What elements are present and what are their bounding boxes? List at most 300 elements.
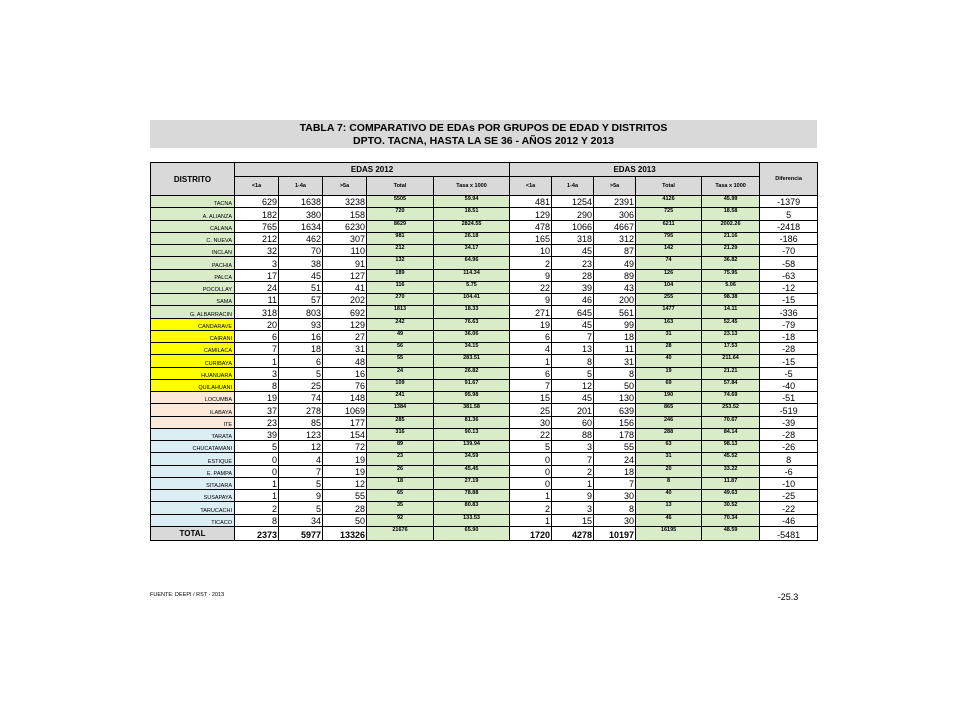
value-2013-lt1: 0 <box>510 465 552 477</box>
value-2013-lt1: 7 <box>510 379 552 391</box>
value-2012-1-4: 34 <box>279 514 323 526</box>
value-2012-lt1: 19 <box>235 392 279 404</box>
value-2013-total: 46 <box>636 514 702 526</box>
value-2012-gt5: 55 <box>323 490 367 502</box>
header-tasa-2012: Tasa x 1000 <box>434 177 510 196</box>
table-row <box>151 245 818 257</box>
value-2013-total: 31 <box>636 330 702 342</box>
value-2012-tasa: 283.51 <box>434 355 510 367</box>
total-2012-total: 21676 <box>367 526 434 540</box>
value-2012-total: 1813 <box>367 306 434 318</box>
district-name: E. PAMPA <box>151 465 235 477</box>
value-2012-gt5: 41 <box>323 281 367 293</box>
value-2012-total: 35 <box>367 502 434 514</box>
total-2013-total: 16195 <box>636 526 702 540</box>
value-2012-lt1: 37 <box>235 404 279 416</box>
total-2012-1-4: 5977 <box>279 526 323 540</box>
value-2013-gt5: 30 <box>594 490 636 502</box>
value-2012-gt5: 72 <box>323 441 367 453</box>
value-2013-gt5: 24 <box>594 453 636 465</box>
value-2012-total: 65 <box>367 490 434 502</box>
value-2013-total: 40 <box>636 490 702 502</box>
value-2013-1-4: 318 <box>552 232 594 244</box>
value-diferencia: -10 <box>760 477 818 489</box>
value-2013-total: 28 <box>636 343 702 355</box>
value-diferencia: -28 <box>760 428 818 440</box>
header-gt5-2012: >5a <box>323 177 367 196</box>
value-2012-lt1: 1 <box>235 490 279 502</box>
value-2012-gt5: 158 <box>323 208 367 220</box>
value-2012-lt1: 3 <box>235 367 279 379</box>
header-lt1-2012: <1a <box>235 177 279 196</box>
header-gt5-2013: >5a <box>594 177 636 196</box>
district-name: ESTIQUE <box>151 453 235 465</box>
value-2012-lt1: 0 <box>235 453 279 465</box>
value-2013-total: 190 <box>636 392 702 404</box>
value-2012-1-4: 380 <box>279 208 323 220</box>
header-row-groups <box>151 163 818 177</box>
value-2013-total: 13 <box>636 502 702 514</box>
value-2013-1-4: 28 <box>552 269 594 281</box>
value-2013-gt5: 306 <box>594 208 636 220</box>
header-total-2012: Total <box>367 177 434 196</box>
value-2012-lt1: 1 <box>235 355 279 367</box>
district-name: SAMA <box>151 294 235 306</box>
value-2013-tasa: 98.13 <box>702 441 760 453</box>
value-diferencia: -18 <box>760 330 818 342</box>
value-2012-total: 56 <box>367 343 434 355</box>
value-2012-gt5: 110 <box>323 245 367 257</box>
value-2013-lt1: 30 <box>510 416 552 428</box>
value-2012-tasa: 80.83 <box>434 502 510 514</box>
district-name: SUSAPAYA <box>151 490 235 502</box>
value-diferencia: -40 <box>760 379 818 391</box>
value-2013-gt5: 11 <box>594 343 636 355</box>
footer-value: -25.3 <box>777 592 799 602</box>
table-row <box>151 416 818 428</box>
value-2013-gt5: 8 <box>594 502 636 514</box>
value-2012-lt1: 8 <box>235 514 279 526</box>
value-2012-tasa: 34.17 <box>434 245 510 257</box>
table-row <box>151 208 818 220</box>
value-diferencia: 5 <box>760 208 818 220</box>
value-2013-1-4: 45 <box>552 392 594 404</box>
value-2013-gt5: 55 <box>594 441 636 453</box>
value-2013-gt5: 312 <box>594 232 636 244</box>
value-2012-1-4: 6 <box>279 355 323 367</box>
value-diferencia: -58 <box>760 257 818 269</box>
value-2012-total: 1384 <box>367 404 434 416</box>
value-2012-1-4: 45 <box>279 269 323 281</box>
value-diferencia: -5 <box>760 367 818 379</box>
total-diferencia: -5481 <box>760 526 818 540</box>
value-2012-total: 55 <box>367 355 434 367</box>
value-2013-1-4: 8 <box>552 355 594 367</box>
value-2012-lt1: 20 <box>235 318 279 330</box>
value-diferencia: -51 <box>760 392 818 404</box>
value-2012-total: 26 <box>367 465 434 477</box>
table-row <box>151 514 818 526</box>
value-diferencia: -28 <box>760 343 818 355</box>
value-2012-gt5: 12 <box>323 477 367 489</box>
value-2012-gt5: 19 <box>323 465 367 477</box>
value-2012-gt5: 91 <box>323 257 367 269</box>
value-2012-tasa: 78.88 <box>434 490 510 502</box>
table-row <box>151 404 818 416</box>
value-2013-gt5: 30 <box>594 514 636 526</box>
district-name: QUILAHUANI <box>151 379 235 391</box>
value-2012-total: 242 <box>367 318 434 330</box>
value-2013-lt1: 22 <box>510 281 552 293</box>
value-2012-total: 24 <box>367 367 434 379</box>
value-2012-lt1: 182 <box>235 208 279 220</box>
value-2013-tasa: 23.13 <box>702 330 760 342</box>
value-2012-lt1: 765 <box>235 220 279 232</box>
value-2013-total: 8 <box>636 477 702 489</box>
title-line-2: DPTO. TACNA, HASTA LA SE 36 - AÑOS 2012 Y 2013 <box>352 135 615 147</box>
value-2012-gt5: 148 <box>323 392 367 404</box>
value-2013-1-4: 60 <box>552 416 594 428</box>
value-2013-lt1: 478 <box>510 220 552 232</box>
value-2013-tasa: 14.11 <box>702 306 760 318</box>
value-diferencia: 8 <box>760 453 818 465</box>
value-diferencia: -63 <box>760 269 818 281</box>
header-tasa-2013: Tasa x 1000 <box>702 177 760 196</box>
value-2013-total: 865 <box>636 404 702 416</box>
value-2013-total: 725 <box>636 208 702 220</box>
table-row <box>151 269 818 281</box>
value-2013-total: 795 <box>636 232 702 244</box>
value-2013-tasa: 74.69 <box>702 392 760 404</box>
value-2012-lt1: 212 <box>235 232 279 244</box>
value-2012-total: 89 <box>367 441 434 453</box>
value-2012-total: 132 <box>367 257 434 269</box>
value-2012-lt1: 5 <box>235 441 279 453</box>
district-name: TICACO <box>151 514 235 526</box>
value-2013-tasa: 21.21 <box>702 367 760 379</box>
district-name: A. ALIANZA <box>151 208 235 220</box>
district-name: POCOLLAY <box>151 281 235 293</box>
total-label: TOTAL <box>151 526 235 540</box>
table-row <box>151 428 818 440</box>
value-2013-gt5: 156 <box>594 416 636 428</box>
value-2012-total: 49 <box>367 330 434 342</box>
table-row <box>151 294 818 306</box>
value-diferencia: -2418 <box>760 220 818 232</box>
value-2012-1-4: 57 <box>279 294 323 306</box>
value-2013-total: 255 <box>636 294 702 306</box>
value-2012-total: 212 <box>367 245 434 257</box>
district-name: TARATA <box>151 428 235 440</box>
value-2012-gt5: 27 <box>323 330 367 342</box>
district-name: INCLAN <box>151 245 235 257</box>
value-2012-lt1: 0 <box>235 465 279 477</box>
value-2012-gt5: 16 <box>323 367 367 379</box>
value-diferencia: -25 <box>760 490 818 502</box>
value-2013-gt5: 7 <box>594 477 636 489</box>
value-2013-1-4: 201 <box>552 404 594 416</box>
value-2013-1-4: 3 <box>552 502 594 514</box>
district-name: SITAJARA <box>151 477 235 489</box>
value-diferencia: -12 <box>760 281 818 293</box>
value-2012-tasa: 104.41 <box>434 294 510 306</box>
value-2013-1-4: 1254 <box>552 196 594 208</box>
table-row <box>151 196 818 208</box>
header-distrito: DISTRITO <box>151 163 235 196</box>
value-diferencia: -22 <box>760 502 818 514</box>
value-2012-1-4: 1638 <box>279 196 323 208</box>
value-2013-lt1: 1 <box>510 514 552 526</box>
district-name: CAIRANI <box>151 330 235 342</box>
table-row <box>151 343 818 355</box>
value-2013-gt5: 43 <box>594 281 636 293</box>
district-name: LOCUMBA <box>151 392 235 404</box>
value-2012-tasa: 18.51 <box>434 208 510 220</box>
value-2013-total: 104 <box>636 281 702 293</box>
value-2013-total: 126 <box>636 269 702 281</box>
value-2013-gt5: 50 <box>594 379 636 391</box>
value-2013-gt5: 561 <box>594 306 636 318</box>
value-2012-tasa: 76.63 <box>434 318 510 330</box>
value-2012-1-4: 5 <box>279 367 323 379</box>
district-name: TACNA <box>151 196 235 208</box>
value-2013-lt1: 19 <box>510 318 552 330</box>
table-row <box>151 453 818 465</box>
value-2013-1-4: 290 <box>552 208 594 220</box>
district-name: G. ALBARRACIN <box>151 306 235 318</box>
value-2013-tasa: 57.84 <box>702 379 760 391</box>
value-2013-gt5: 49 <box>594 257 636 269</box>
value-2012-tasa: 133.53 <box>434 514 510 526</box>
district-name: ILABAYA <box>151 404 235 416</box>
value-2013-tasa: 98.38 <box>702 294 760 306</box>
header-row-subcolumns <box>151 177 818 196</box>
district-name: C. NUEVA <box>151 232 235 244</box>
value-2012-lt1: 1 <box>235 477 279 489</box>
value-2012-tasa: 36.06 <box>434 330 510 342</box>
value-diferencia: -336 <box>760 306 818 318</box>
header-diferencia: Diferencia <box>760 163 818 196</box>
total-2013-tasa: 48.59 <box>702 526 760 540</box>
value-2013-gt5: 639 <box>594 404 636 416</box>
value-2012-total: 270 <box>367 294 434 306</box>
value-2013-tasa: 17.53 <box>702 343 760 355</box>
value-2012-gt5: 307 <box>323 232 367 244</box>
value-2012-1-4: 70 <box>279 245 323 257</box>
value-2013-1-4: 39 <box>552 281 594 293</box>
value-2012-gt5: 177 <box>323 416 367 428</box>
table-row <box>151 441 818 453</box>
value-2013-tasa: 70.34 <box>702 514 760 526</box>
value-2012-gt5: 31 <box>323 343 367 355</box>
title-line-1: TABLA 7: COMPARATIVO DE EDAs POR GRUPOS DE EDAD Y DISTRITOS <box>299 122 668 134</box>
value-2012-1-4: 93 <box>279 318 323 330</box>
value-2013-gt5: 2391 <box>594 196 636 208</box>
value-2013-tasa: 49.63 <box>702 490 760 502</box>
value-2013-1-4: 12 <box>552 379 594 391</box>
value-2013-tasa: 21.29 <box>702 245 760 257</box>
value-2012-1-4: 74 <box>279 392 323 404</box>
value-2013-tasa: 253.52 <box>702 404 760 416</box>
value-2013-total: 40 <box>636 355 702 367</box>
value-2012-lt1: 39 <box>235 428 279 440</box>
value-2013-1-4: 645 <box>552 306 594 318</box>
value-2012-lt1: 24 <box>235 281 279 293</box>
value-diferencia: -26 <box>760 441 818 453</box>
value-2013-1-4: 7 <box>552 330 594 342</box>
value-2013-lt1: 9 <box>510 269 552 281</box>
table-row <box>151 232 818 244</box>
value-2012-total: 720 <box>367 208 434 220</box>
value-2012-total: 5505 <box>367 196 434 208</box>
value-2013-tasa: 211.64 <box>702 355 760 367</box>
value-2013-lt1: 1 <box>510 355 552 367</box>
value-2013-total: 63 <box>636 441 702 453</box>
value-2013-1-4: 13 <box>552 343 594 355</box>
value-2013-1-4: 15 <box>552 514 594 526</box>
value-2012-lt1: 8 <box>235 379 279 391</box>
value-2013-tasa: 75.95 <box>702 269 760 281</box>
value-2013-gt5: 130 <box>594 392 636 404</box>
value-2013-tasa: 84.14 <box>702 428 760 440</box>
value-2013-lt1: 2 <box>510 502 552 514</box>
value-2012-1-4: 12 <box>279 441 323 453</box>
value-2013-total: 246 <box>636 416 702 428</box>
value-2012-1-4: 7 <box>279 465 323 477</box>
value-2013-total: 6211 <box>636 220 702 232</box>
value-2012-total: 8629 <box>367 220 434 232</box>
total-2012-tasa: 65.90 <box>434 526 510 540</box>
value-2013-1-4: 88 <box>552 428 594 440</box>
header-edas-2013: EDAS 2013 <box>510 163 760 177</box>
value-2013-lt1: 25 <box>510 404 552 416</box>
value-2013-lt1: 5 <box>510 441 552 453</box>
district-name: PALCA <box>151 269 235 281</box>
value-2012-lt1: 11 <box>235 294 279 306</box>
table-row <box>151 490 818 502</box>
value-2013-lt1: 165 <box>510 232 552 244</box>
table-body <box>151 196 818 527</box>
header-total-2013: Total <box>636 177 702 196</box>
value-2013-1-4: 1066 <box>552 220 594 232</box>
value-2013-total: 142 <box>636 245 702 257</box>
value-2013-lt1: 6 <box>510 367 552 379</box>
value-2012-tasa: 59.94 <box>434 196 510 208</box>
value-2013-tasa: 33.22 <box>702 465 760 477</box>
value-2012-1-4: 51 <box>279 281 323 293</box>
value-2012-tasa: 26.82 <box>434 367 510 379</box>
value-2013-gt5: 31 <box>594 355 636 367</box>
value-2012-1-4: 803 <box>279 306 323 318</box>
value-2013-gt5: 4667 <box>594 220 636 232</box>
value-2013-total: 74 <box>636 257 702 269</box>
value-2012-lt1: 6 <box>235 330 279 342</box>
value-2013-total: 69 <box>636 379 702 391</box>
value-2012-total: 23 <box>367 453 434 465</box>
value-2012-tasa: 34.59 <box>434 453 510 465</box>
value-2013-tasa: 2002.26 <box>702 220 760 232</box>
table-row <box>151 477 818 489</box>
value-2012-gt5: 19 <box>323 453 367 465</box>
table-row <box>151 257 818 269</box>
value-2013-total: 20 <box>636 465 702 477</box>
value-2013-1-4: 2 <box>552 465 594 477</box>
value-2012-tasa: 81.36 <box>434 416 510 428</box>
district-name: CURIBAYA <box>151 355 235 367</box>
value-2013-total: 4126 <box>636 196 702 208</box>
value-2012-gt5: 154 <box>323 428 367 440</box>
value-2012-tasa: 139.94 <box>434 441 510 453</box>
value-2013-gt5: 18 <box>594 330 636 342</box>
value-2013-1-4: 23 <box>552 257 594 269</box>
value-2012-1-4: 38 <box>279 257 323 269</box>
value-2012-tasa: 95.98 <box>434 392 510 404</box>
value-2013-tasa: 36.82 <box>702 257 760 269</box>
value-2013-lt1: 271 <box>510 306 552 318</box>
value-2013-1-4: 46 <box>552 294 594 306</box>
header-edas-2012: EDAS 2012 <box>235 163 510 177</box>
value-2013-tasa: 21.16 <box>702 232 760 244</box>
value-2012-1-4: 25 <box>279 379 323 391</box>
value-2012-1-4: 18 <box>279 343 323 355</box>
value-2012-gt5: 692 <box>323 306 367 318</box>
value-2012-1-4: 462 <box>279 232 323 244</box>
value-2012-tasa: 2824.55 <box>434 220 510 232</box>
table-row <box>151 392 818 404</box>
value-diferencia: -15 <box>760 294 818 306</box>
value-diferencia: -79 <box>760 318 818 330</box>
value-2012-tasa: 5.75 <box>434 281 510 293</box>
table-row <box>151 306 818 318</box>
value-2012-1-4: 1634 <box>279 220 323 232</box>
value-2013-lt1: 10 <box>510 245 552 257</box>
table-row <box>151 318 818 330</box>
value-2013-lt1: 1 <box>510 490 552 502</box>
value-diferencia: -186 <box>760 232 818 244</box>
value-2013-lt1: 0 <box>510 477 552 489</box>
value-2013-gt5: 200 <box>594 294 636 306</box>
value-2012-1-4: 85 <box>279 416 323 428</box>
value-2012-gt5: 1069 <box>323 404 367 416</box>
value-2013-1-4: 45 <box>552 245 594 257</box>
value-2012-tasa: 26.18 <box>434 232 510 244</box>
value-2012-gt5: 202 <box>323 294 367 306</box>
value-2013-1-4: 3 <box>552 441 594 453</box>
value-2012-lt1: 32 <box>235 245 279 257</box>
total-2013-1-4: 4278 <box>552 526 594 540</box>
value-2013-gt5: 89 <box>594 269 636 281</box>
value-2012-tasa: 18.33 <box>434 306 510 318</box>
value-2012-tasa: 91.67 <box>434 379 510 391</box>
total-2012-lt1: 2373 <box>235 526 279 540</box>
value-2013-tasa: 52.45 <box>702 318 760 330</box>
total-2013-gt5: 10197 <box>594 526 636 540</box>
value-2013-gt5: 8 <box>594 367 636 379</box>
value-2013-1-4: 5 <box>552 367 594 379</box>
value-2012-gt5: 6230 <box>323 220 367 232</box>
total-2013-lt1: 1720 <box>510 526 552 540</box>
value-2012-tasa: 381.58 <box>434 404 510 416</box>
value-2013-tasa: 5.06 <box>702 281 760 293</box>
value-2012-lt1: 318 <box>235 306 279 318</box>
value-diferencia: -6 <box>760 465 818 477</box>
table-title <box>150 120 817 148</box>
value-2012-tasa: 45.45 <box>434 465 510 477</box>
value-2012-lt1: 3 <box>235 257 279 269</box>
district-name: CHUCATAMANI <box>151 441 235 453</box>
value-2012-total: 92 <box>367 514 434 526</box>
value-2013-lt1: 481 <box>510 196 552 208</box>
